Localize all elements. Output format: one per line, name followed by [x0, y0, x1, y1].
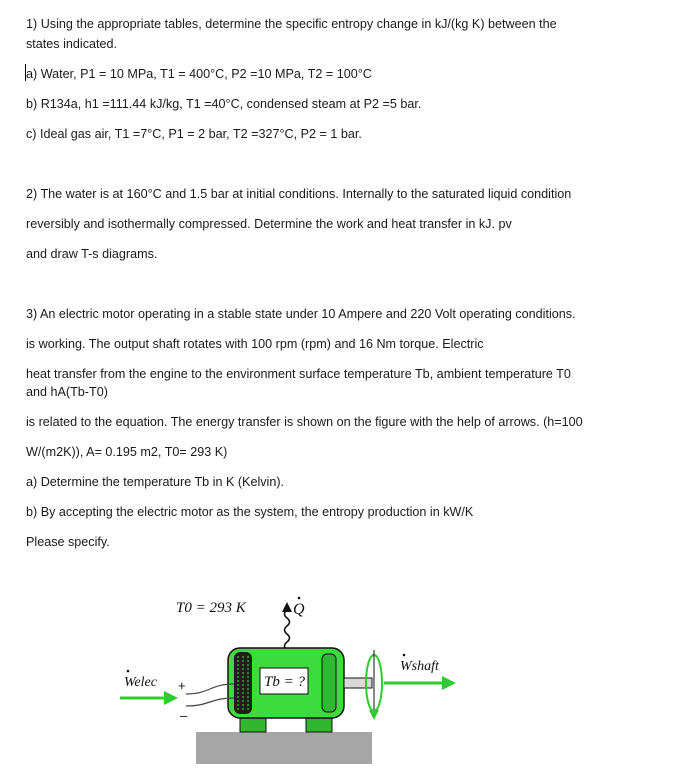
- w-elec-arrow: [120, 691, 178, 705]
- wire-negative: [186, 698, 234, 706]
- w-shaft-arrow: [384, 676, 456, 690]
- q1-part-b: b) R134a, h1 =111.44 kJ/kg, T1 =40°C, condensed steam at P2 =5 bar.: [26, 97, 422, 111]
- output-shaft: [344, 678, 372, 688]
- q1-part-a: a) Water, P1 = 10 MPa, T1 = 400°C, P2 =10 MPa, T2 = 100°C: [26, 67, 372, 81]
- q3-line-3: heat transfer from the engine to the environment surface temperature Tb, ambient temperature T0: [26, 367, 571, 381]
- q-dot: [298, 597, 301, 600]
- tb-label: Tb = ?: [264, 674, 305, 690]
- q2-line-3: and draw T-s diagrams.: [26, 247, 158, 261]
- q1-line-1: 1) Using the appropriate tables, determine the specific entropy change in kJ/(kg K) between the: [26, 17, 557, 31]
- q2-line-1: 2) The water is at 160°C and 1.5 bar at initial conditions. Internally to the saturated liquid condition: [26, 187, 572, 201]
- minus-terminal: –: [180, 708, 188, 723]
- q3-line-4: and hA(Tb-T0): [26, 385, 108, 399]
- w-shaft-label: Wshaft: [400, 659, 439, 674]
- q3-line-1: 3) An electric motor operating in a stable state under 10 Ampere and 220 Volt operating conditions.: [26, 307, 576, 321]
- wire-positive: [186, 684, 234, 694]
- q3-part-c: Please specify.: [26, 535, 110, 549]
- plus-terminal: +: [178, 678, 186, 693]
- q1-part-c: c) Ideal gas air, T1 =7°C, P1 = 2 bar, T2 =327°C, P2 = 1 bar.: [26, 127, 362, 141]
- q-label: Q: [293, 601, 305, 618]
- q3-line-6: W/(m2K)), A= 0.195 m2, T0= 293 K): [26, 445, 228, 459]
- q3-part-b: b) By accepting the electric motor as the system, the entropy production in kW/K: [26, 505, 474, 519]
- q3-line-2: is working. The output shaft rotates with 100 rpm (rpm) and 16 Nm torque. Electric: [26, 337, 484, 351]
- electric-motor-figure: [110, 586, 470, 764]
- w-elec-label: Welec: [124, 675, 157, 690]
- w-elec-dot: [127, 670, 130, 673]
- w-shaft-dot: [403, 654, 406, 657]
- q2-line-2: reversibly and isothermally compressed. Determine the work and heat transfer in kJ. pv: [26, 217, 512, 231]
- q1-line-2: states indicated.: [26, 37, 118, 51]
- q3-part-a: a) Determine the temperature Tb in K (Kelvin).: [26, 475, 285, 489]
- q3-line-5: is related to the equation. The energy transfer is shown on the figure with the help of arrows. (h=100: [26, 415, 583, 429]
- ground-base: [196, 732, 372, 764]
- t0-label: T0 = 293 K: [176, 600, 246, 616]
